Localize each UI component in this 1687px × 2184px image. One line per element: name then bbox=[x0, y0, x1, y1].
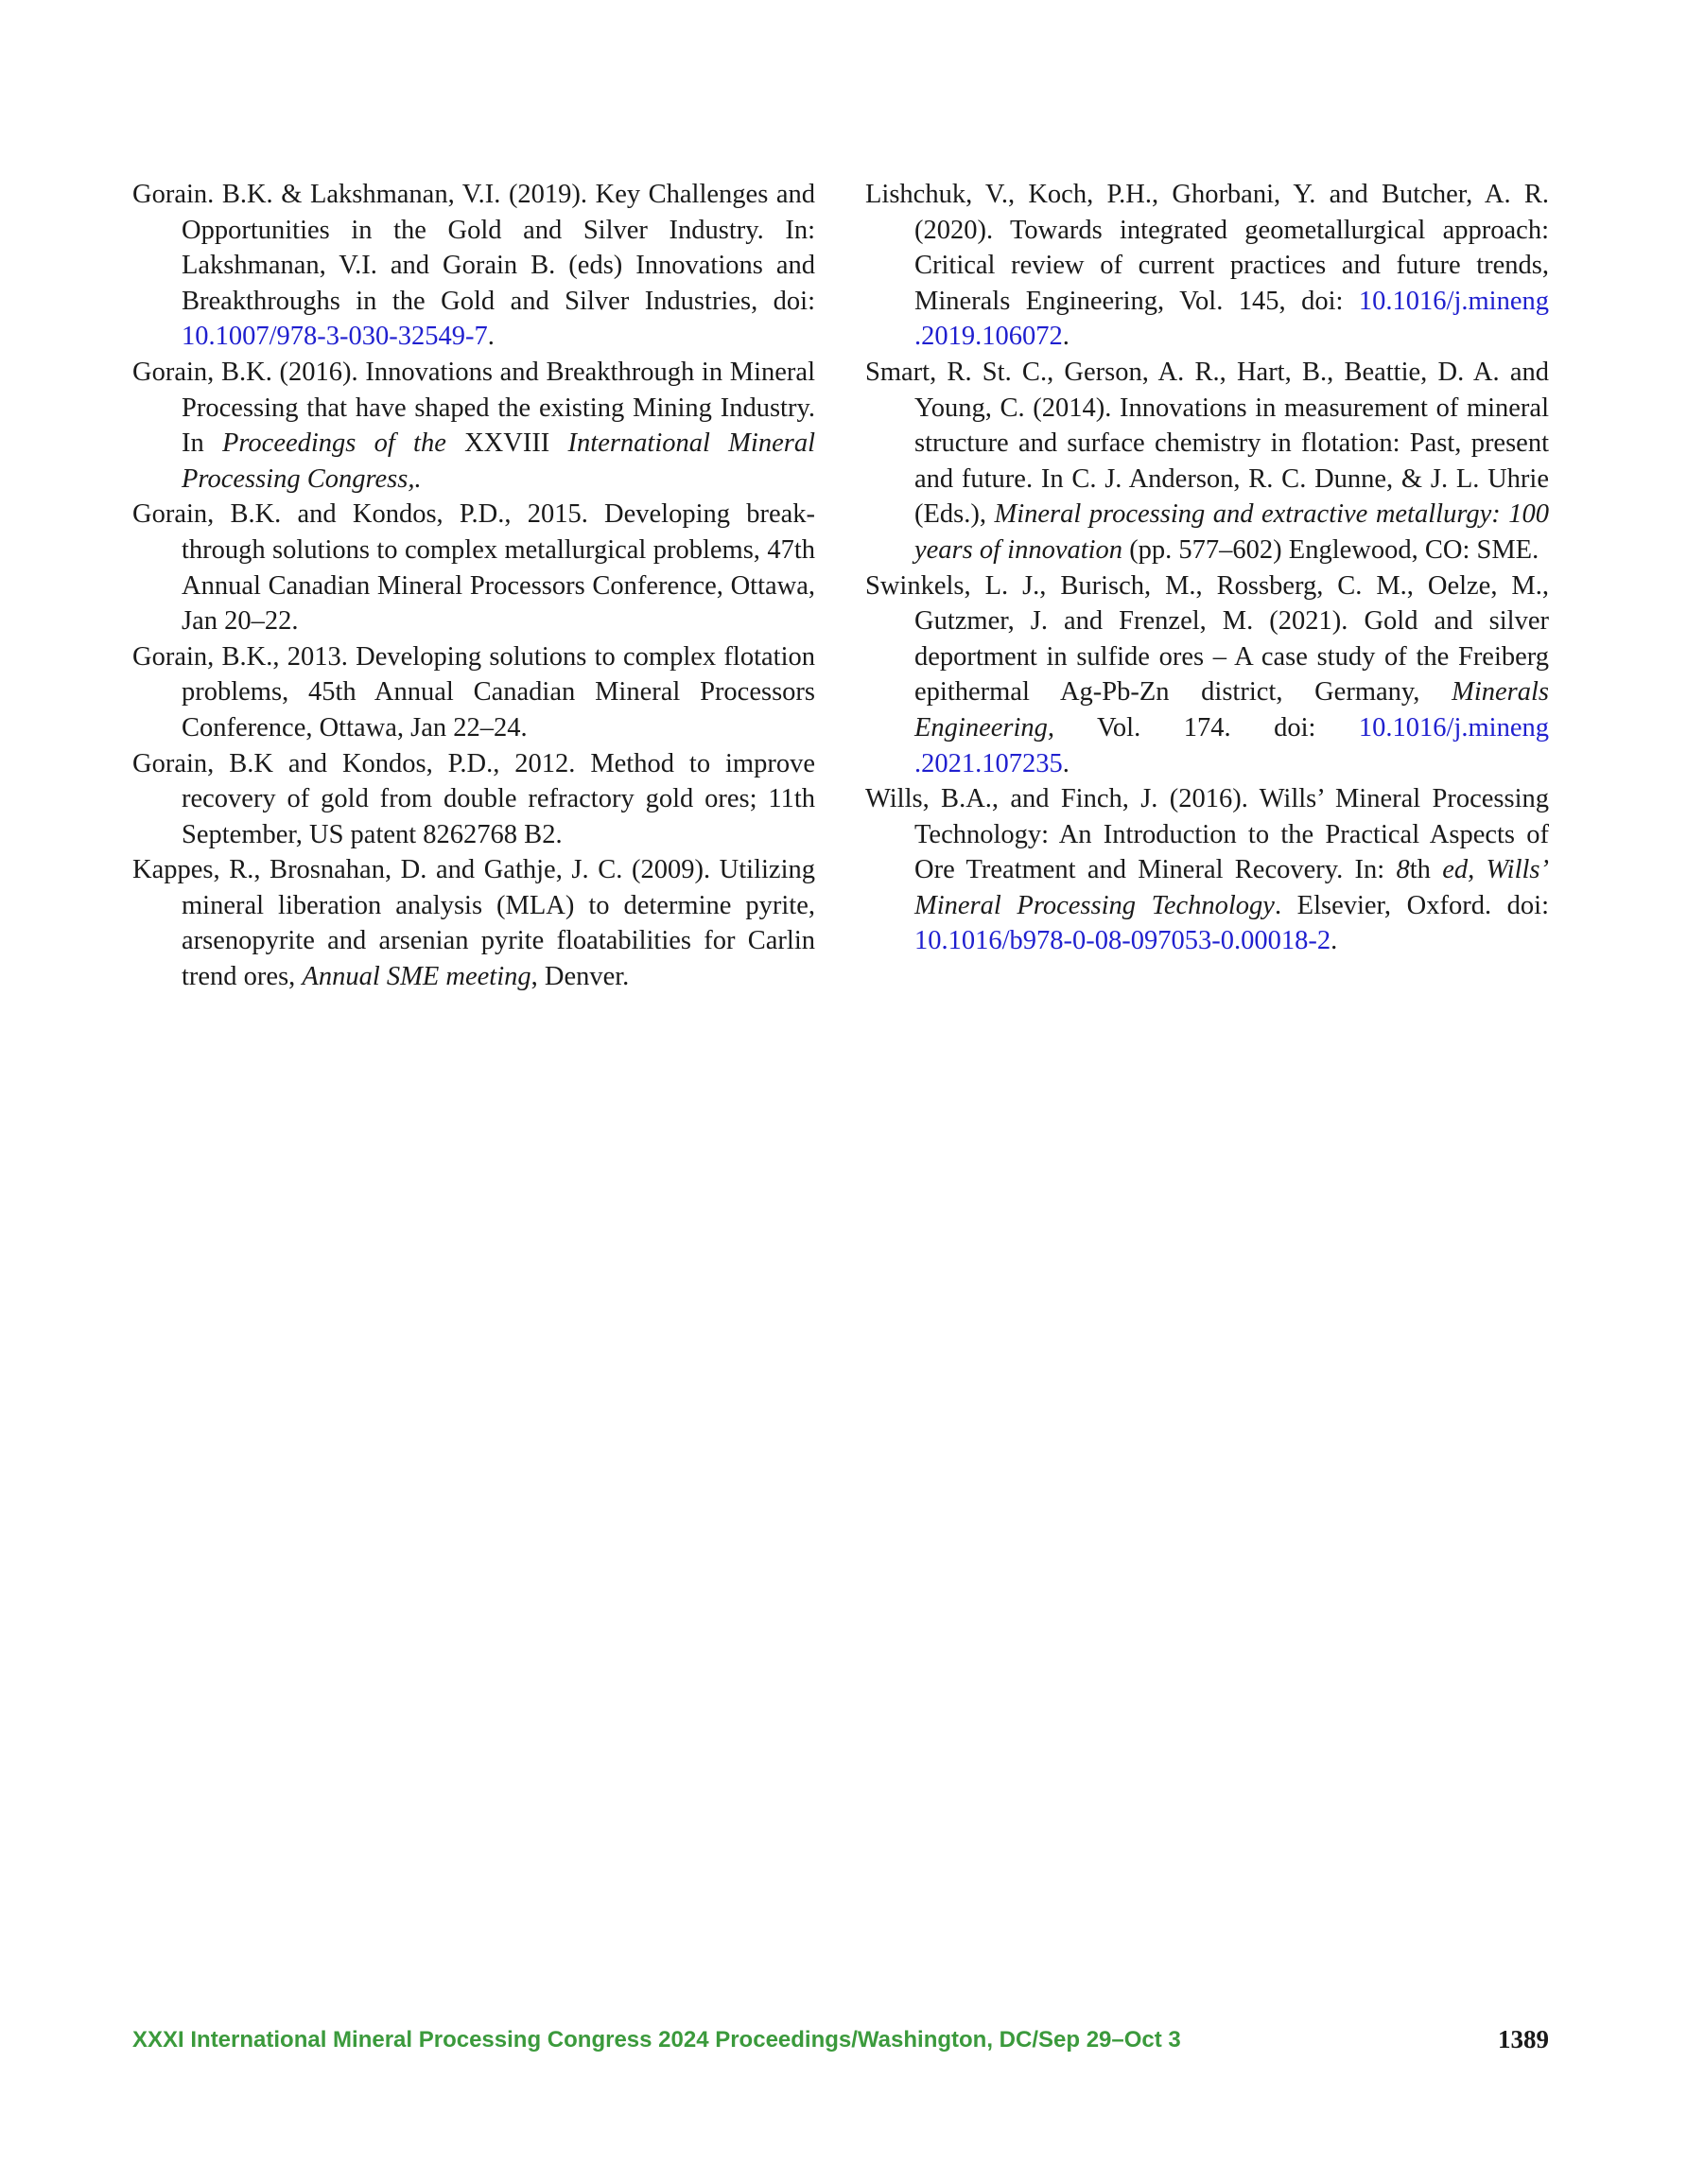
reference-text: Gorain. B.K. & Lakshmanan, V.I. (2019). Key Challenges and Opportunities in the Gold and Silver Industry. In: Lakshmanan, V.I. and Gorain B. (eds) Innovations and Breakthroughs in the Gold and Silver Industries, doi: bbox=[132, 180, 815, 316]
reference-italic-text: International Mineral Processing Congress,. bbox=[182, 428, 815, 494]
reference-entry bbox=[865, 568, 1549, 782]
reference-text: Vol. 174. doi: bbox=[1054, 712, 1359, 743]
page-footer bbox=[132, 2027, 1549, 2065]
reference-entry bbox=[865, 781, 1549, 959]
reference-text: Kappes, R., Brosnahan, D. and Gathje, J. C. (2009). Utilizing mineral liberation analysis (MLA) to determine pyrite, arsenopyrite and arsenian pyrite floatabilities for Carlin trend ores, bbox=[132, 855, 815, 992]
doi-link[interactable]: 10.1016/j.mineng .2019.106072 bbox=[914, 286, 1549, 352]
reference-text: Gorain, B.K. and Kondos, P.D., 2015. Developing breakthrough solutions to complex metallurgical problems, 47th Annual Canadian Mineral Processors Conference, Ottawa, Jan 20–22. bbox=[132, 499, 815, 637]
reference-text: . bbox=[487, 322, 495, 352]
reference-entry bbox=[132, 746, 815, 853]
reference-text: Swinkels, L. J., Burisch, M., Rossberg, C. M., Oelze, M., Gutzmer, J. and Frenzel, M. (2021). Gold and silver deportment in sulfide ores – A case study of the Freiberg epithermal Ag-Pb-Zn district, Germany, bbox=[865, 570, 1549, 708]
reference-entry bbox=[865, 355, 1549, 568]
reference-entry bbox=[132, 355, 815, 497]
reference-text: Wills, B.A., and Finch, J. (2016). Wills’ Mineral Processing Technology: An Introduction to the Practical Aspects of Ore Treatment and Mineral Recovery. In: bbox=[865, 784, 1549, 885]
reference-entry bbox=[132, 852, 815, 994]
references-left-column bbox=[132, 177, 815, 995]
reference-text: Gorain, B.K. (2016). Innovations and Breakthrough in Mineral Processing that have shaped the existing Mining Industry. In bbox=[132, 357, 815, 459]
page-number: 1389 bbox=[1498, 2025, 1549, 2053]
reference-italic-text: 8 bbox=[1396, 855, 1410, 885]
reference-italic-text: Proceedings of the bbox=[221, 428, 446, 459]
doi-link[interactable]: 10.1016/b978-0-08-097053-0.00018-2 bbox=[914, 926, 1331, 956]
reference-text: . bbox=[1330, 926, 1338, 956]
reference-text: Lishchuk, V., Koch, P.H., Ghorbani, Y. and Butcher, A. R. (2020). Towards integrated geometallurgical approach: Critical review of current practices and future trends, Minerals Engineering, Vol. 145, doi: bbox=[865, 180, 1549, 316]
reference-italic-text: Mineral processing and extractive metallurgy: 100 years of innovation bbox=[914, 499, 1549, 565]
reference-text: Gorain, B.K and Kondos, P.D., 2012. Method to improve recovery of gold from double refractory gold ores; 11th September, US patent 8262768 B2. bbox=[132, 748, 815, 849]
doi-link[interactable]: 10.1016/j.mineng .2021.107235 bbox=[914, 712, 1549, 778]
reference-entry bbox=[132, 497, 815, 638]
reference-entry bbox=[132, 639, 815, 746]
reference-text: Gorain, B.K., 2013. Developing solutions to complex flotation problems, 45th Annual Canadian Mineral Processors Conference, Ottawa, Jan 22–24. bbox=[132, 641, 815, 743]
reference-text: . Elsevier, Oxford. doi: bbox=[1274, 890, 1549, 920]
reference-text: Smart, R. St. C., Gerson, A. R., Hart, B., Beattie, D. A. and Young, C. (2014). Innovations in measurement of mineral structure and surface chemistry in flotation: Past, present and future. In C. J. Anderson, R. C. Dunne, & J. L. Uhrie (Eds.), bbox=[865, 357, 1549, 530]
reference-text: , Denver. bbox=[530, 962, 630, 992]
reference-text: . bbox=[1062, 748, 1070, 778]
footer-conference-title: XXXI International Mineral Processing Congress 2024 Proceedings/Washington, DC/Sep 29–Oct 3 bbox=[132, 2027, 1181, 2053]
reference-italic-text: Minerals Engineering, bbox=[914, 677, 1549, 743]
reference-entry bbox=[865, 177, 1549, 355]
reference-text: (pp. 577–602) Englewood, CO: SME. bbox=[1122, 534, 1539, 565]
references-right-column bbox=[865, 177, 1549, 959]
reference-text: . bbox=[1062, 322, 1070, 352]
reference-italic-text: Annual SME meeting bbox=[302, 962, 531, 992]
reference-italic-text: ed, Wills’ Mineral Processing Technology bbox=[914, 855, 1549, 920]
doi-link[interactable]: 10.1007/978-3-030-32549-7 bbox=[182, 322, 488, 352]
reference-text: th bbox=[1409, 855, 1443, 885]
reference-entry bbox=[132, 177, 815, 355]
reference-text: XXVIII bbox=[445, 428, 568, 459]
